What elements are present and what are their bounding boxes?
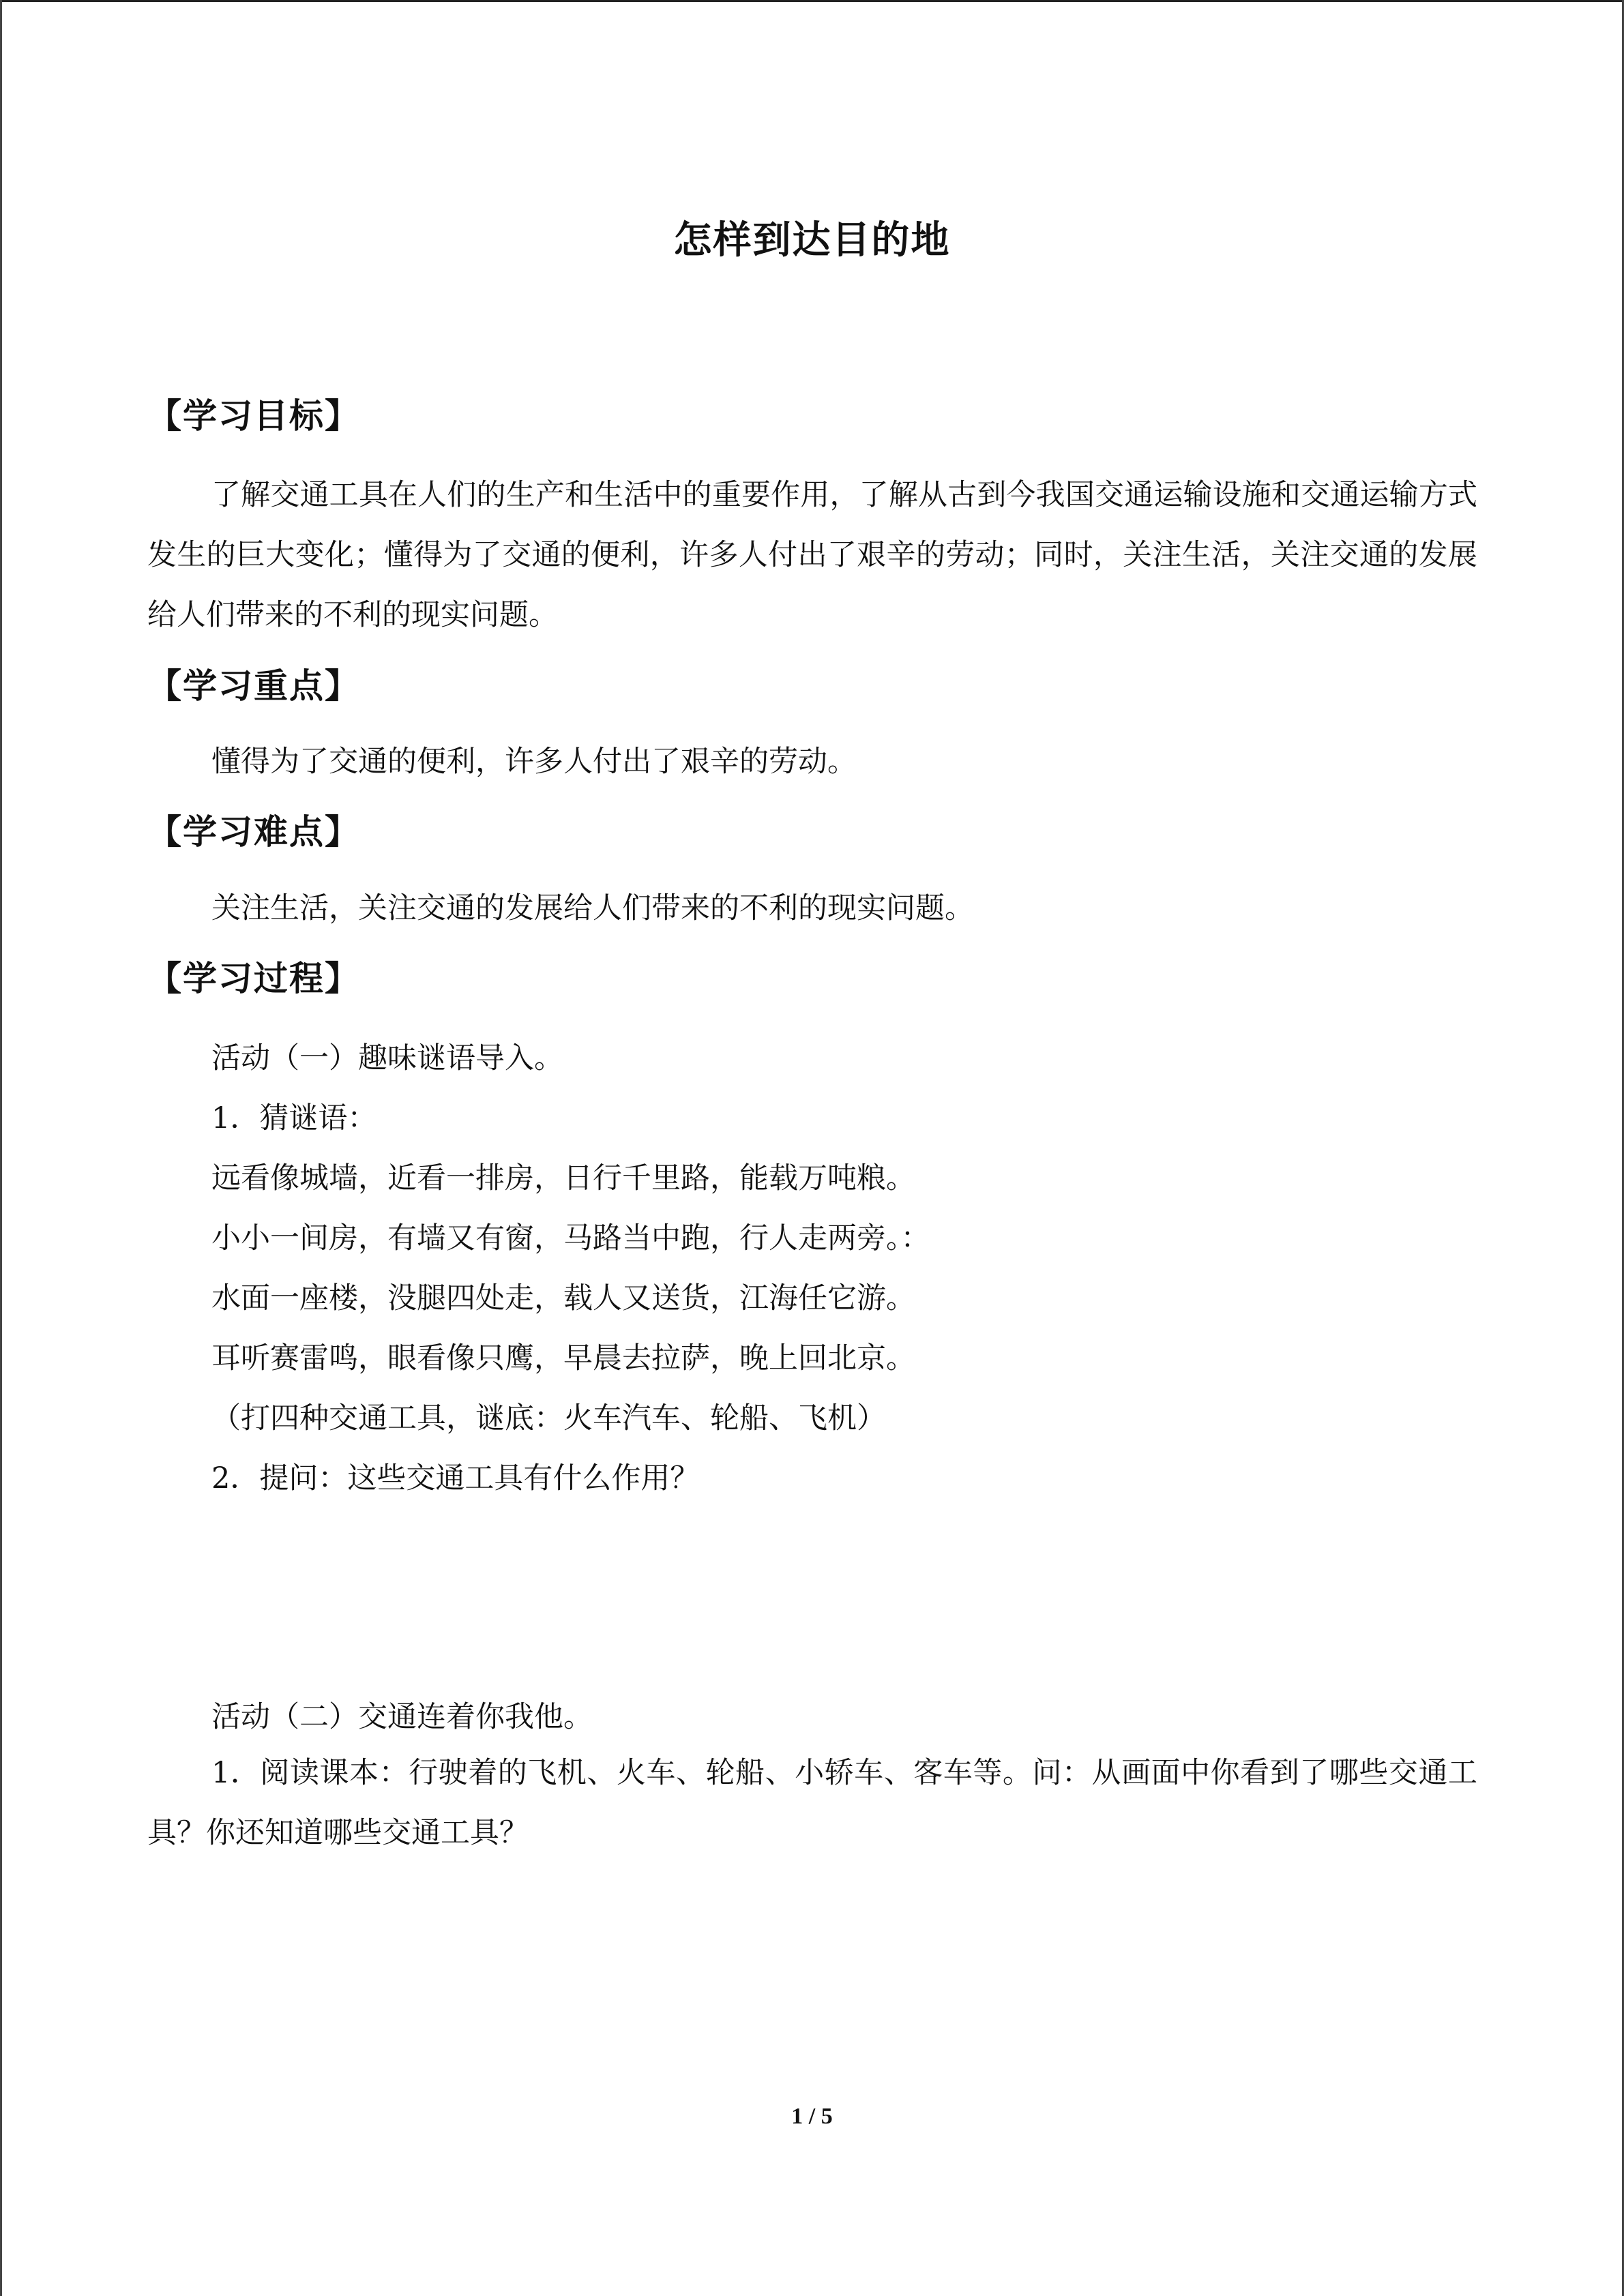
riddle-item-label: 1．猜谜语： bbox=[211, 1101, 377, 1135]
riddle-line-2: 小小一间房，有墙又有窗，马路当中跑，行人走两旁。： bbox=[211, 1221, 930, 1255]
goals-heading: 【学习目标】 bbox=[147, 396, 360, 436]
question-item: 2．提问：这些交通工具有什么作用？ bbox=[211, 1461, 700, 1495]
focus-text: 懂得为了交通的便利，许多人付出了艰辛的劳动。 bbox=[211, 745, 857, 779]
activity2-item: 1．阅读课本：行驶着的飞机、火车、轮船、小轿车、客车等。问：从画面中你看到了哪些交通工具？你还知道哪些交通工具？ bbox=[147, 1756, 1477, 1850]
process-heading: 【学习过程】 bbox=[147, 959, 360, 998]
riddle-line-1: 远看像城墙，近看一排房，日行千里路，能载万吨粮。 bbox=[211, 1161, 915, 1195]
riddle-line-3: 水面一座楼，没腿四处走，载人又送货，江海任它游。 bbox=[211, 1281, 915, 1315]
page-border-left bbox=[0, 0, 2, 2296]
activity2-title: 活动（二）交通连着你我他。 bbox=[211, 1700, 593, 1734]
difficulty-text: 关注生活，关注交通的发展给人们带来的不利的现实问题。 bbox=[211, 891, 974, 925]
focus-heading: 【学习重点】 bbox=[147, 666, 360, 706]
goals-text: 了解交通工具在人们的生产和生活中的重要作用，了解从古到今我国交通运输设施和交通运输方式发生的巨大变化；懂得为了交通的便利，许多人付出了艰辛的劳动；同时，关注生活，关注交通的发展给人们带来的不利的现实问题。 bbox=[147, 478, 1477, 632]
page-number: 1 / 5 bbox=[791, 2104, 833, 2129]
page-title: 怎样到达目的地 bbox=[673, 218, 951, 263]
page-border-top bbox=[0, 0, 1624, 2]
difficulty-heading: 【学习难点】 bbox=[147, 812, 360, 852]
riddle-answer: （打四种交通工具，谜底：火车汽车、轮船、飞机） bbox=[211, 1401, 886, 1435]
activity1-title: 活动（一）趣味谜语导入。 bbox=[211, 1041, 563, 1075]
riddle-line-4: 耳听赛雷鸣，眼看像只鹰，早晨去拉萨，晚上回北京。 bbox=[211, 1341, 915, 1375]
